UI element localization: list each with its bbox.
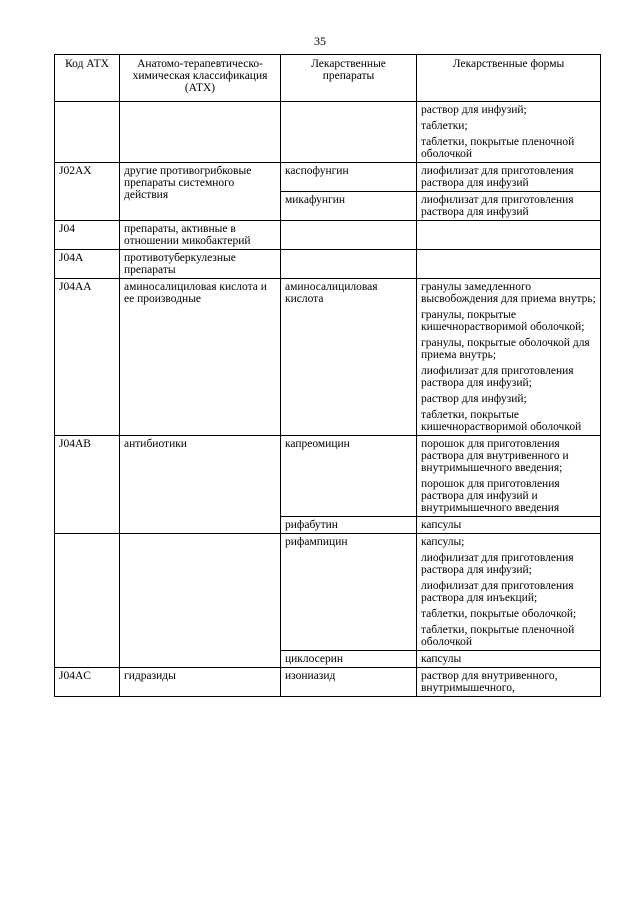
- form-item: капсулы;: [421, 536, 465, 548]
- drug-cell: изониазид: [281, 668, 417, 697]
- classification-cell: [120, 534, 281, 668]
- classification-cell: гидразиды: [120, 668, 281, 697]
- forms-cell: [417, 102, 601, 163]
- table-row: [55, 436, 601, 517]
- header-forms: Лекарственные формы: [417, 55, 601, 102]
- drug-cell: рифабутин: [281, 517, 417, 534]
- form-item: раствор для внутривенного, внутримышечного,: [421, 670, 558, 694]
- forms-cell: [417, 517, 601, 534]
- form-item: лиофилизат для приготовления раствора для инфузий;: [421, 552, 574, 576]
- form-item: лиофилизат для приготовления раствора для инфузий;: [421, 365, 574, 389]
- code-cell: [55, 534, 120, 668]
- form-item: капсулы: [421, 653, 462, 665]
- form-item: порошок для приготовления раствора для инфузий и внутримышечного введения: [421, 478, 560, 514]
- classification-cell: антибиотики: [120, 436, 281, 534]
- code-cell: J04AB: [55, 436, 120, 534]
- classification-cell: противотуберкулезные препараты: [120, 250, 281, 279]
- forms-cell: [417, 668, 601, 697]
- code-cell: J02AX: [55, 163, 120, 221]
- drug-cell: микафунгин: [281, 192, 417, 221]
- forms-cell: [417, 163, 601, 192]
- forms-cell: [417, 651, 601, 668]
- drug-cell: [281, 221, 417, 250]
- header-classification: Анатомо-терапевтическо-химическая классификация (АТХ): [120, 55, 281, 102]
- classification-cell: аминосалициловая кислота и ее производные: [120, 279, 281, 436]
- table-row: [55, 221, 601, 250]
- code-cell: J04AA: [55, 279, 120, 436]
- form-item: гранулы, покрытые кишечнорастворимой оболочкой;: [421, 309, 585, 333]
- form-item: раствор для инфузий;: [421, 393, 527, 405]
- form-item: лиофилизат для приготовления раствора для инфузий: [421, 165, 574, 189]
- table-row: [55, 102, 601, 163]
- code-cell: J04: [55, 221, 120, 250]
- form-item: таблетки, покрытые пленочной оболочкой: [421, 136, 575, 160]
- forms-cell: [417, 534, 601, 651]
- drug-cell: капреомицин: [281, 436, 417, 517]
- code-cell: J04AC: [55, 668, 120, 697]
- drug-cell: [281, 102, 417, 163]
- form-item: лиофилизат для приготовления раствора для инъекций;: [421, 580, 574, 604]
- classification-cell: [120, 102, 281, 163]
- forms-cell: [417, 250, 601, 279]
- form-item: таблетки, покрытые кишечнорастворимой оболочкой: [421, 409, 582, 433]
- classification-cell: препараты, активные в отношении микобактерий: [120, 221, 281, 250]
- table-row: [55, 534, 601, 651]
- table-header-row: [55, 55, 601, 102]
- drug-cell: каспофунгин: [281, 163, 417, 192]
- classification-cell: другие противогрибковые препараты системного действия: [120, 163, 281, 221]
- table-row: [55, 668, 601, 697]
- drug-cell: рифампицин: [281, 534, 417, 651]
- header-code: Код АТХ: [55, 55, 120, 102]
- form-item: таблетки, покрытые оболочкой;: [421, 608, 577, 620]
- forms-cell: [417, 192, 601, 221]
- header-drugs: Лекарственные препараты: [281, 55, 417, 102]
- atx-table: [54, 54, 601, 697]
- form-item: таблетки, покрытые пленочной оболочкой: [421, 624, 575, 648]
- form-item: раствор для инфузий;: [421, 104, 527, 116]
- table-row: [55, 163, 601, 192]
- table-row: [55, 250, 601, 279]
- forms-cell: [417, 221, 601, 250]
- drug-cell: [281, 250, 417, 279]
- form-item: лиофилизат для приготовления раствора для инфузий: [421, 194, 574, 218]
- drug-cell: циклосерин: [281, 651, 417, 668]
- forms-cell: [417, 436, 601, 517]
- form-item: порошок для приготовления раствора для внутривенного и внутримышечного введения;: [421, 438, 569, 474]
- forms-cell: [417, 279, 601, 436]
- page-number: 35: [314, 34, 326, 48]
- table-row: [55, 279, 601, 436]
- form-item: гранулы, покрытые оболочкой для приема внутрь;: [421, 337, 590, 361]
- form-item: капсулы: [421, 519, 462, 531]
- code-cell: J04A: [55, 250, 120, 279]
- form-item: гранулы замедленного высвобождения для приема внутрь;: [421, 281, 596, 305]
- code-cell: [55, 102, 120, 163]
- form-item: таблетки;: [421, 120, 468, 132]
- drug-cell: аминосалициловая кислота: [281, 279, 417, 436]
